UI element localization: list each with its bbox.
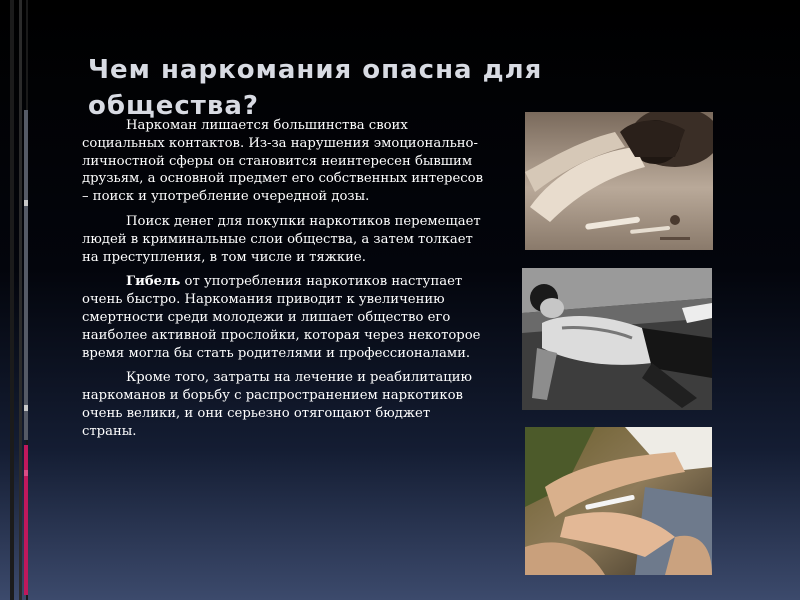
slide-title: Чем наркомания опасна для общества?	[88, 55, 543, 121]
paragraph-costs: Кроме того, затраты на лечение и реабилитацию наркоманов и борьбу с распространением наркотиков очень велики, и они серьезно отягощают бюджет страны.	[82, 370, 472, 439]
decorative-side-bars	[0, 0, 38, 600]
body-text	[82, 117, 484, 448]
paragraph-money: Поиск денег для покупки наркотиков перемещает людей в криминальные слои общества, а затем толкает на преступления, в том числе и тяжкие.	[82, 213, 481, 265]
emphasis-word: Гибель	[126, 274, 181, 290]
paragraph-death: Гибель от употребления наркотиков наступает очень быстро. Наркомания приводит к увеличению смертности среди молодежи и лишает общество его наиболее активной прослойки, которая через некоторое время могла бы стать родителями и профессионалами.	[82, 274, 481, 361]
photo-injection	[525, 427, 712, 575]
photo-person-with-syringes	[525, 112, 713, 250]
photo-body-on-floor	[522, 268, 712, 410]
paragraph-contacts: Наркоман лишается большинства своих социальных контактов. Из-за нарушения эмоционально-личностной сферы он становится неинтересен бывшим друзьям, а основной предмет его собственных интересов – поиск и употребление очередной дозы.	[82, 118, 484, 205]
